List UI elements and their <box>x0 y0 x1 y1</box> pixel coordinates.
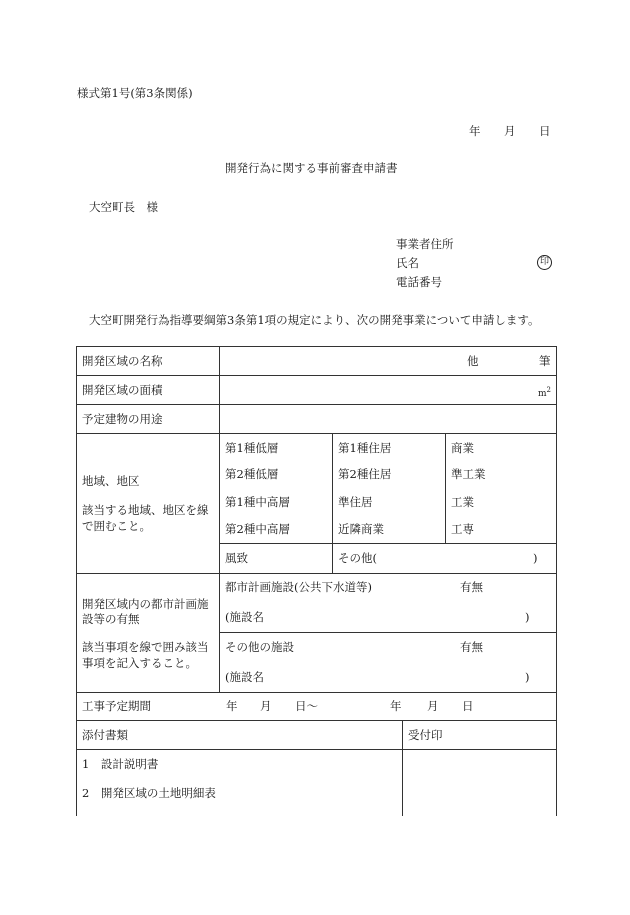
table-rule <box>76 404 556 405</box>
table-border-right <box>556 346 557 816</box>
table-rule <box>76 749 556 750</box>
table-rule <box>219 543 556 544</box>
addressee: 大空町長 様 <box>89 200 158 214</box>
applicant-address-label: 事業者住所 <box>396 237 454 251</box>
zone-other-close: ) <box>533 551 538 565</box>
table-rule <box>76 433 556 434</box>
schedule-start-month: 月 <box>260 699 272 713</box>
zone-option[interactable]: 第2種中高層 <box>225 522 290 536</box>
table-rule <box>76 720 556 721</box>
attachments-label: 添付書類 <box>82 728 128 742</box>
form-number: 様式第1号(第3条関係) <box>77 86 193 100</box>
facilities-note: 事項を記入すること。 <box>82 656 197 670</box>
urban-facility-name: (施設名 <box>225 610 264 624</box>
zone-note: 該当する地域、地区を線 <box>82 503 209 517</box>
area-size-unit: $m^2$ <box>538 386 552 399</box>
zone-label: 地域、地区 <box>82 474 140 488</box>
zone-option[interactable]: 第2種低層 <box>225 467 279 481</box>
table-rule <box>76 573 556 574</box>
schedule-end-day: 日 <box>462 699 474 713</box>
date-day: 日 <box>539 124 551 138</box>
zone-option[interactable]: 準工業 <box>451 467 486 481</box>
other-facility-yes-no[interactable]: 有無 <box>460 640 483 654</box>
document-title: 開発行為に関する事前審査申請書 <box>225 161 398 175</box>
facilities-note: 該当事項を線で囲み該当 <box>82 640 209 654</box>
schedule-end-month: 月 <box>427 699 439 713</box>
other-facility-label: その他の施設 <box>225 640 294 654</box>
table-rule <box>76 346 556 347</box>
attachment-item: 2 開発区域の土地明細表 <box>82 786 216 800</box>
schedule-start-day: 日〜 <box>295 699 318 713</box>
table-divider-receipt <box>402 720 403 816</box>
area-name-other: 他 <box>467 354 479 368</box>
zone-option[interactable]: 第1種低層 <box>225 441 279 455</box>
table-rule <box>76 692 556 693</box>
other-facility-name: (施設名 <box>225 670 264 684</box>
date-month: 月 <box>504 124 516 138</box>
facilities-label: 設等の有無 <box>82 612 140 626</box>
urban-facility-label: 都市計画施設(公共下水道等) <box>225 580 372 594</box>
area-size-label: 開発区域の面積 <box>82 383 163 397</box>
table-rule <box>76 375 556 376</box>
schedule-label: 工事予定期間 <box>82 699 151 713</box>
zone-option[interactable]: 工専 <box>451 522 474 536</box>
receipt-stamp-label: 受付印 <box>408 728 443 742</box>
zone-option-scenic[interactable]: 風致 <box>225 551 248 565</box>
table-divider-label <box>219 346 220 692</box>
attachment-item: 1 設計説明書 <box>82 757 159 771</box>
building-use-label: 予定建物の用途 <box>82 412 163 426</box>
urban-facility-yes-no[interactable]: 有無 <box>460 580 483 594</box>
schedule-start-year: 年 <box>226 699 238 713</box>
seal-stamp: 印 <box>537 255 552 270</box>
area-name-count-unit: 筆 <box>539 354 551 368</box>
zone-option[interactable]: 商業 <box>451 441 474 455</box>
zone-note: で囲むこと。 <box>82 519 151 533</box>
zone-option[interactable]: 工業 <box>451 495 474 509</box>
facilities-label: 開発区域内の都市計画施 <box>82 597 209 611</box>
area-name-label: 開発区域の名称 <box>82 354 163 368</box>
table-divider-zone <box>332 433 333 573</box>
zone-option[interactable]: 準住居 <box>338 495 373 509</box>
schedule-end-year: 年 <box>390 699 402 713</box>
date-year: 年 <box>469 124 481 138</box>
zone-option-other[interactable]: その他( <box>338 551 377 565</box>
table-rule <box>219 632 556 633</box>
zone-option[interactable]: 近隣商業 <box>338 522 384 536</box>
zone-option[interactable]: 第2種住居 <box>338 467 392 481</box>
zone-option[interactable]: 第1種住居 <box>338 441 392 455</box>
table-border-left <box>76 346 77 816</box>
table-divider-zone <box>445 433 446 543</box>
intro-statement: 大空町開発行為指導要綱第3条第1項の規定により、次の開発事業について申請します。 <box>89 313 540 327</box>
other-facility-name-close: ) <box>525 670 530 684</box>
urban-facility-name-close: ) <box>525 610 530 624</box>
zone-option[interactable]: 第1種中高層 <box>225 495 290 509</box>
applicant-phone-label: 電話番号 <box>396 275 442 289</box>
applicant-name-label: 氏名 <box>396 256 419 270</box>
